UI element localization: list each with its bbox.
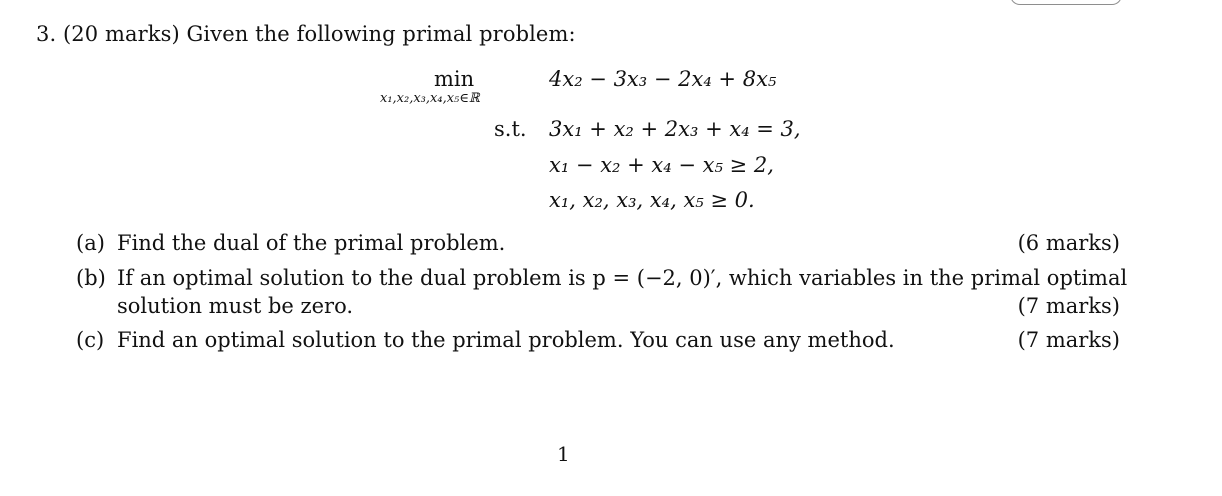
part-a-label: (a) <box>76 231 105 255</box>
part-a-marks: (6 marks) <box>1017 231 1120 255</box>
part-b-text-line2: solution must be zero. <box>117 294 354 318</box>
cropped-marks-bracket <box>1010 0 1122 5</box>
subject-to-label: s.t. <box>494 117 527 141</box>
constraint-inequality: x₁ − x₂ + x₄ − x₅ ≥ 2, <box>549 153 774 177</box>
part-b-label: (b) <box>76 266 106 290</box>
constraint-nonnegativity: x₁, x₂, x₃, x₄, x₅ ≥ 0. <box>549 188 755 212</box>
part-a-text: Find the dual of the primal problem. <box>117 231 506 255</box>
question-heading: 3. (20 marks) Given the following primal problem: <box>36 22 576 46</box>
min-subscript: x₁,x₂,x₃,x₄,x₅∈ℝ <box>380 91 480 106</box>
constraint-equality: 3x₁ + x₂ + 2x₃ + x₄ = 3, <box>549 117 801 141</box>
objective-function: 4x₂ − 3x₃ − 2x₄ + 8x₅ <box>549 67 777 91</box>
min-operator: min <box>434 67 475 91</box>
part-c-text: Find an optimal solution to the primal problem. You can use any method. <box>117 328 895 352</box>
page-number: 1 <box>557 442 570 466</box>
part-b-text-line1: If an optimal solution to the dual problem is p = (−2, 0)′, which variables in the primal optimal <box>117 266 1128 290</box>
part-b-marks: (7 marks) <box>1017 294 1120 318</box>
part-c-marks: (7 marks) <box>1017 328 1120 352</box>
part-c-label: (c) <box>76 328 105 352</box>
